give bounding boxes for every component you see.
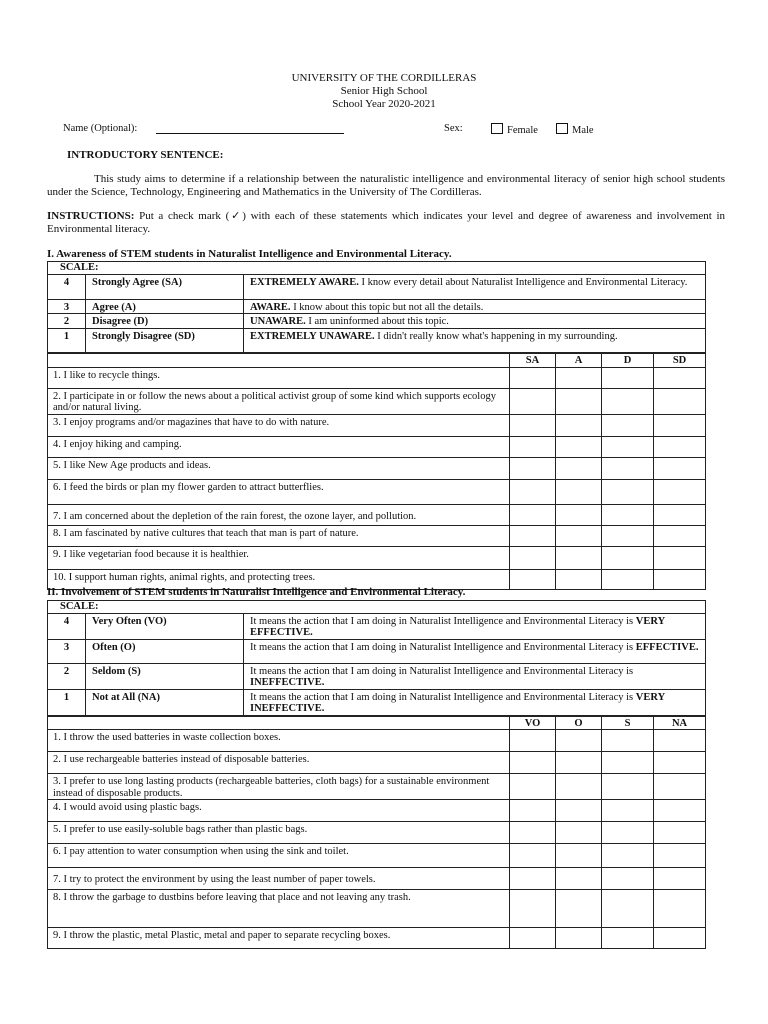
answer-cell[interactable]: [654, 388, 706, 414]
scale-number: 4: [48, 274, 86, 299]
answer-cell[interactable]: [510, 457, 556, 479]
scale-number: 4: [48, 613, 86, 639]
section2-table: [47, 600, 706, 949]
answer-cell[interactable]: [556, 822, 602, 844]
scale-label: Agree (A): [86, 299, 244, 314]
question-text: 8. I am fascinated by native cultures that teach that man is part of nature.: [48, 525, 510, 546]
answer-cell[interactable]: [556, 928, 602, 949]
scale-description: It means the action that I am doing in Naturalist Intelligence and Environmental Literacy is INEFFECTIVE.: [244, 663, 706, 689]
question-row: [48, 414, 706, 436]
question-row: [48, 868, 706, 890]
answer-cell[interactable]: [602, 868, 654, 890]
question-row: [48, 890, 706, 928]
scale-label: Seldom (S): [86, 663, 244, 689]
answer-cell[interactable]: [556, 457, 602, 479]
scale-label: Very Often (VO): [86, 613, 244, 639]
scale-label: Strongly Agree (SA): [86, 274, 244, 299]
answer-cell[interactable]: [510, 868, 556, 890]
scale-label: Often (O): [86, 639, 244, 663]
answer-cell[interactable]: [654, 436, 706, 457]
answer-cell[interactable]: [510, 546, 556, 569]
answer-cell[interactable]: [602, 414, 654, 436]
scale-description: It means the action that I am doing in Naturalist Intelligence and Environmental Literacy is EFFECTIVE.: [244, 639, 706, 663]
column-header: NA: [654, 716, 706, 730]
answer-cell[interactable]: [654, 504, 706, 525]
response-header-row: [48, 353, 706, 367]
answer-cell[interactable]: [602, 890, 654, 928]
scale-row: [48, 613, 706, 639]
instructions: [47, 210, 725, 235]
question-row: [48, 525, 706, 546]
question-row: [48, 730, 706, 752]
instructions-label: INSTRUCTIONS:: [47, 210, 135, 222]
question-text: 2. I use rechargeable batteries instead of disposable batteries.: [48, 752, 510, 774]
answer-cell[interactable]: [602, 928, 654, 949]
question-text: 4. I enjoy hiking and camping.: [48, 436, 510, 457]
question-text: 7. I try to protect the environment by using the least number of paper towels.: [48, 868, 510, 890]
answer-cell[interactable]: [602, 800, 654, 822]
answer-cell[interactable]: [556, 800, 602, 822]
question-row: [48, 800, 706, 822]
intro-text: This study aims to determine if a relationship between the naturalistic intelligence and environmental literacy of senior high school students under the Science, Technology, Engineering and Mathematics in the University of The Cordilleras.: [47, 173, 725, 198]
question-row: [48, 367, 706, 388]
answer-cell[interactable]: [510, 844, 556, 868]
answer-cell[interactable]: [602, 546, 654, 569]
answer-cell[interactable]: [654, 928, 706, 949]
answer-cell[interactable]: [602, 388, 654, 414]
answer-cell[interactable]: [510, 800, 556, 822]
answer-cell[interactable]: [654, 752, 706, 774]
scale-row: [48, 639, 706, 663]
question-text: 6. I feed the birds or plan my flower garden to attract butterflies.: [48, 479, 510, 504]
name-label: Name (Optional):: [63, 123, 138, 134]
answer-cell[interactable]: [510, 890, 556, 928]
question-text: 9. I like vegetarian food because it is healthier.: [48, 546, 510, 569]
question-row: [48, 388, 706, 414]
question-text: 1. I like to recycle things.: [48, 367, 510, 388]
answer-cell[interactable]: [654, 890, 706, 928]
answer-cell[interactable]: [654, 800, 706, 822]
answer-cell[interactable]: [654, 525, 706, 546]
scale-number: 1: [48, 328, 86, 353]
question-text: 3. I prefer to use long lasting products (rechargeable batteries, cloth bags) for a sustainable environment instead of disposable products.: [48, 774, 510, 800]
answer-cell[interactable]: [556, 868, 602, 890]
question-row: [48, 928, 706, 949]
sex-label: Sex:: [444, 123, 463, 134]
question-text: 7. I am concerned about the depletion of the rain forest, the ozone layer, and pollution.: [48, 504, 510, 525]
answer-cell[interactable]: [556, 752, 602, 774]
answer-cell[interactable]: [556, 890, 602, 928]
column-header: SD: [654, 353, 706, 367]
answer-cell[interactable]: [556, 479, 602, 504]
answer-cell[interactable]: [510, 569, 556, 589]
answer-cell[interactable]: [602, 436, 654, 457]
question-row: [48, 479, 706, 504]
school-year: School Year 2020-2021: [332, 98, 436, 110]
answer-cell[interactable]: [556, 388, 602, 414]
school-name: Senior High School: [340, 85, 428, 97]
answer-cell[interactable]: [510, 730, 556, 752]
scale-number: 2: [48, 314, 86, 329]
column-header: SA: [510, 353, 556, 367]
answer-cell[interactable]: [654, 546, 706, 569]
answer-cell[interactable]: [602, 774, 654, 800]
answer-cell[interactable]: [556, 774, 602, 800]
male-option[interactable]: [556, 123, 594, 136]
section2-scale-label: SCALE:: [48, 601, 706, 614]
scale-number: 2: [48, 663, 86, 689]
question-text: 3. I enjoy programs and/or magazines that have to do with nature.: [48, 414, 510, 436]
answer-cell[interactable]: [654, 367, 706, 388]
answer-cell[interactable]: [556, 569, 602, 589]
answer-cell[interactable]: [654, 457, 706, 479]
column-header: O: [556, 716, 602, 730]
section1-table: [47, 261, 706, 590]
question-text: 5. I prefer to use easily-soluble bags rather than plastic bags.: [48, 822, 510, 844]
section1-title: I. Awareness of STEM students in Naturalist Intelligence and Environmental Literacy.: [47, 248, 452, 260]
column-header: VO: [510, 716, 556, 730]
scale-row: [48, 689, 706, 716]
answer-cell[interactable]: [510, 367, 556, 388]
answer-cell[interactable]: [654, 868, 706, 890]
answer-cell[interactable]: [654, 730, 706, 752]
question-row: [48, 822, 706, 844]
answer-cell[interactable]: [510, 525, 556, 546]
question-text: 1. I throw the used batteries in waste collection boxes.: [48, 730, 510, 752]
answer-cell[interactable]: [654, 479, 706, 504]
answer-cell[interactable]: [510, 928, 556, 949]
section1-scale-label: SCALE:: [48, 262, 706, 275]
column-header: D: [602, 353, 654, 367]
scale-number: 1: [48, 689, 86, 716]
scale-description: It means the action that I am doing in Naturalist Intelligence and Environmental Literacy is VERY EFFECTIVE.: [244, 613, 706, 639]
answer-cell[interactable]: [510, 752, 556, 774]
response-header-row: [48, 716, 706, 730]
answer-cell[interactable]: [556, 730, 602, 752]
scale-row: [48, 299, 706, 314]
column-header: S: [602, 716, 654, 730]
scale-description: EXTREMELY AWARE. I know every detail about Naturalist Intelligence and Environmental Literacy.: [244, 274, 706, 299]
question-text: 8. I throw the garbage to dustbins before leaving that place and not leaving any trash.: [48, 890, 510, 928]
answer-cell[interactable]: [556, 436, 602, 457]
answer-cell[interactable]: [510, 504, 556, 525]
scale-number: 3: [48, 639, 86, 663]
answer-cell[interactable]: [556, 525, 602, 546]
answer-cell[interactable]: [602, 569, 654, 589]
scale-description: AWARE. I know about this topic but not all the details.: [244, 299, 706, 314]
female-checkbox[interactable]: [491, 123, 503, 134]
section2-title: II. Involvement of STEM students in Naturalist Intelligence and Environmental Literacy.: [47, 586, 466, 598]
scale-description: UNAWARE. I am uninformed about this topic.: [244, 314, 706, 329]
answer-cell[interactable]: [556, 414, 602, 436]
question-row: [48, 457, 706, 479]
question-text: 10. I support human rights, animal rights, and protecting trees.: [48, 569, 510, 589]
question-row: [48, 752, 706, 774]
scale-label: Strongly Disagree (SD): [86, 328, 244, 353]
answer-cell[interactable]: [602, 752, 654, 774]
scale-number: 3: [48, 299, 86, 314]
female-label: Female: [507, 125, 538, 136]
answer-cell[interactable]: [654, 569, 706, 589]
name-field[interactable]: [156, 133, 344, 134]
scale-row: [48, 314, 706, 329]
answer-cell[interactable]: [510, 436, 556, 457]
intro-heading: INTRODUCTORY SENTENCE:: [67, 149, 224, 161]
scale-row: [48, 274, 706, 299]
answer-cell[interactable]: [556, 546, 602, 569]
answer-cell[interactable]: [556, 844, 602, 868]
answer-cell[interactable]: [602, 504, 654, 525]
answer-cell[interactable]: [510, 822, 556, 844]
answer-cell[interactable]: [556, 504, 602, 525]
question-text: 6. I pay attention to water consumption when using the sink and toilet.: [48, 844, 510, 868]
answer-cell[interactable]: [602, 730, 654, 752]
answer-cell[interactable]: [556, 367, 602, 388]
male-label: Male: [572, 125, 594, 136]
answer-cell[interactable]: [654, 414, 706, 436]
scale-description: It means the action that I am doing in Naturalist Intelligence and Environmental Literacy is VERY INEFFECTIVE.: [244, 689, 706, 716]
scale-label: Disagree (D): [86, 314, 244, 329]
scale-row: [48, 663, 706, 689]
university-title: UNIVERSITY OF THE CORDILLERAS: [291, 72, 477, 84]
answer-cell[interactable]: [510, 774, 556, 800]
scale-row: [48, 328, 706, 353]
question-text: 5. I like New Age products and ideas.: [48, 457, 510, 479]
answer-cell[interactable]: [510, 414, 556, 436]
question-row: [48, 774, 706, 800]
answer-cell[interactable]: [654, 822, 706, 844]
answer-cell[interactable]: [602, 844, 654, 868]
column-header: A: [556, 353, 602, 367]
question-text: 9. I throw the plastic, metal Plastic, metal and paper to separate recycling boxes.: [48, 928, 510, 949]
scale-label: Not at All (NA): [86, 689, 244, 716]
question-row: [48, 504, 706, 525]
answer-cell[interactable]: [602, 457, 654, 479]
answer-cell[interactable]: [602, 822, 654, 844]
male-checkbox[interactable]: [556, 123, 568, 134]
instructions-text: Put a check mark (✓) with each of these statements which indicates your level and degree of awareness and involvement in Environmental literacy.: [47, 210, 726, 235]
female-option[interactable]: [491, 123, 538, 136]
question-row: [48, 546, 706, 569]
answer-cell[interactable]: [510, 388, 556, 414]
answer-cell[interactable]: [654, 844, 706, 868]
answer-cell[interactable]: [602, 479, 654, 504]
question-text: 2. I participate in or follow the news about a political activist group of some kind which supports ecology and/or natural living.: [48, 388, 510, 414]
answer-cell[interactable]: [602, 367, 654, 388]
answer-cell[interactable]: [602, 525, 654, 546]
question-row: [48, 844, 706, 868]
answer-cell[interactable]: [510, 479, 556, 504]
scale-description: EXTREMELY UNAWARE. I didn't really know what's happening in my surrounding.: [244, 328, 706, 353]
question-text: 4. I would avoid using plastic bags.: [48, 800, 510, 822]
question-row: [48, 436, 706, 457]
answer-cell[interactable]: [654, 774, 706, 800]
